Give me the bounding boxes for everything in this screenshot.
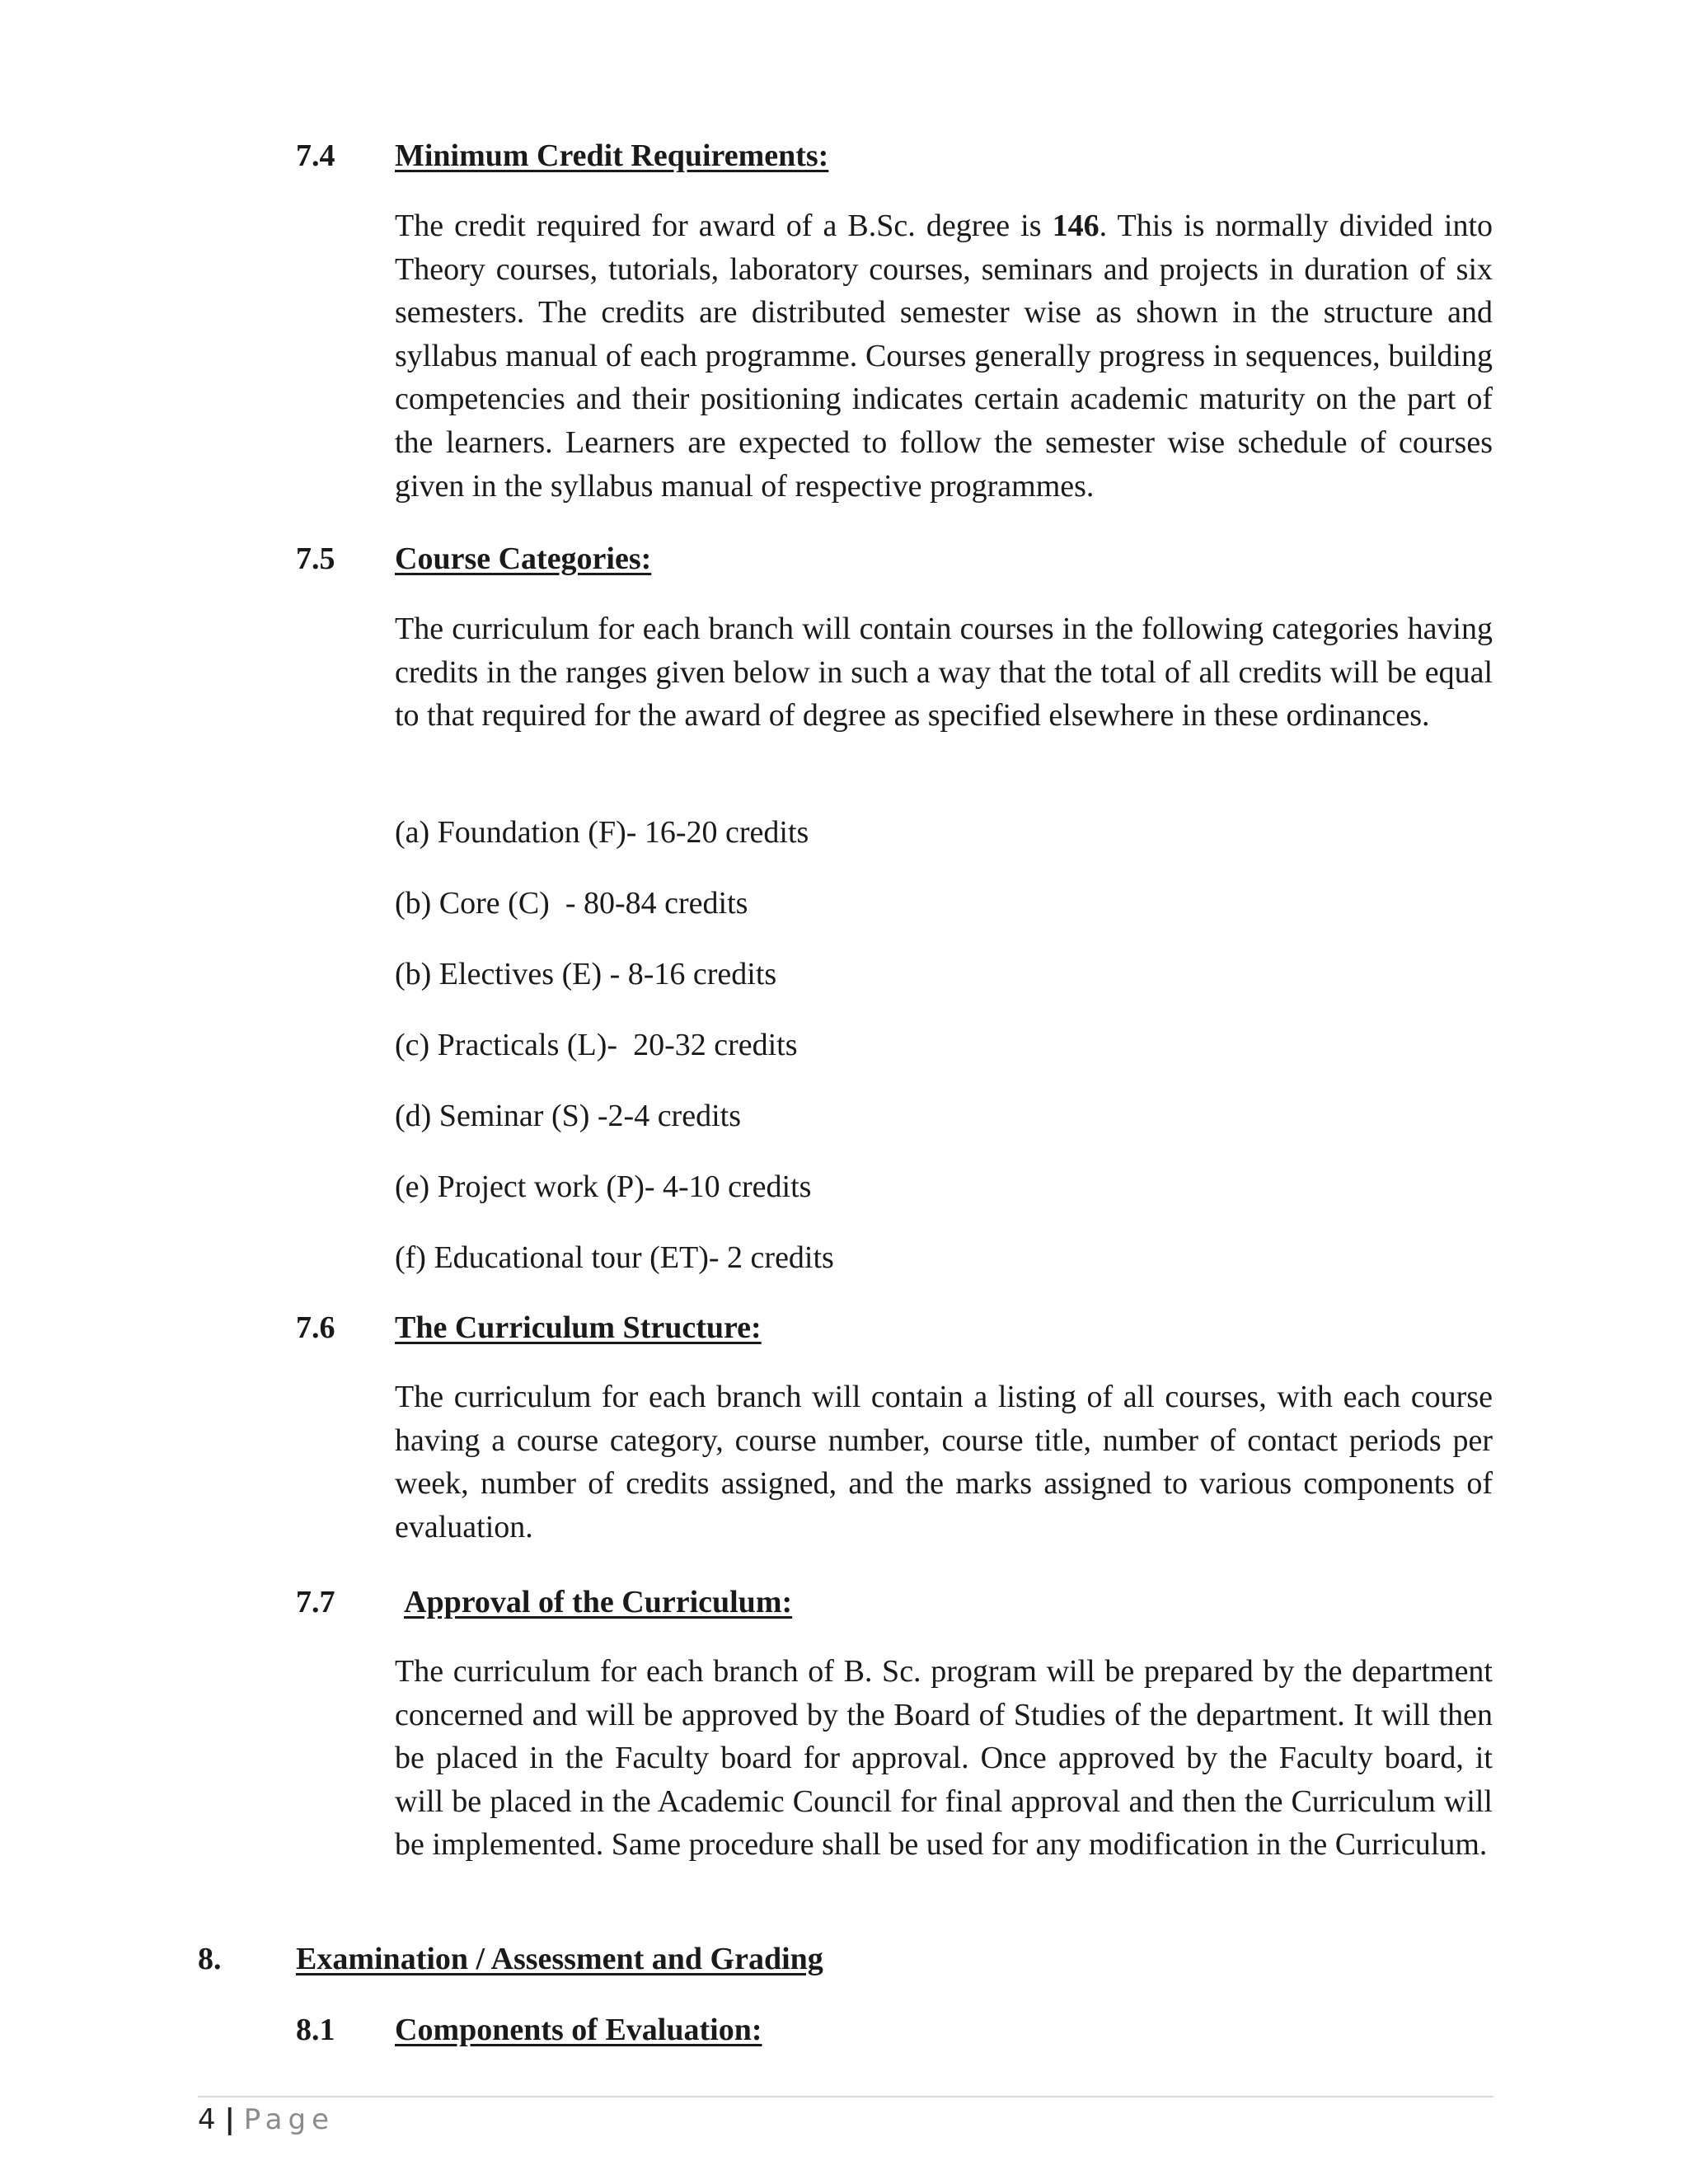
category-item-foundation: (a) Foundation (F)- 16-20 credits bbox=[395, 815, 809, 850]
category-item-practicals: (c) Practicals (L)- 20-32 credits bbox=[395, 1028, 798, 1062]
section-number-8-1: 8.1 bbox=[296, 2013, 335, 2047]
section-heading-7-6: The Curriculum Structure: bbox=[395, 1310, 762, 1345]
section-heading-7-4: Minimum Credit Requirements: bbox=[395, 138, 829, 173]
section-heading-8-1: Components of Evaluation: bbox=[395, 2013, 762, 2047]
category-item-core: (b) Core (C) - 80-84 credits bbox=[395, 886, 748, 921]
category-item-seminar: (d) Seminar (S) -2-4 credits bbox=[395, 1099, 741, 1133]
section-heading-7-5: Course Categories: bbox=[395, 541, 652, 576]
section-number-7-6: 7.6 bbox=[296, 1310, 335, 1345]
section-heading-8: Examination / Assessment and Grading bbox=[296, 1942, 823, 1976]
category-item-educational-tour: (f) Educational tour (ET)- 2 credits bbox=[395, 1240, 834, 1275]
section-number-7-4: 7.4 bbox=[296, 138, 335, 173]
paragraph-7-4-text-b: . This is normally divided into Theory courses, tutorials, laboratory courses, seminars and projects in duration of six semesters. The credits are distributed semester wise as shown in the structure and syllabus manual of each programme. Courses generally progress in sequences, building competencies and their positioning indicates certain academic maturity on the part of the learners. Learners are expected to follow the semester wise schedule of courses given in the syllabus manual of respective programmes. bbox=[395, 209, 1493, 504]
section-heading-7-7: Approval of the Curriculum: bbox=[404, 1585, 793, 1619]
page-separator: | bbox=[224, 2103, 235, 2136]
section-number-8: 8. bbox=[198, 1942, 222, 1976]
category-item-project-work: (e) Project work (P)- 4-10 credits bbox=[395, 1169, 812, 1204]
paragraph-7-7: The curriculum for each branch of B. Sc. program will be prepared by the department concerned and will be approved by the Board of Studies of the department. It will then be placed in the Faculty board for approval. Once approved by the Faculty board, it will be placed in the Academic Council for final approval and then the Curriculum will be implemented. Same procedure shall be used for any modification in the Curriculum. bbox=[395, 1654, 1493, 1863]
footer-divider bbox=[198, 2096, 1493, 2097]
section-number-7-5: 7.5 bbox=[296, 541, 335, 576]
paragraph-7-6: The curriculum for each branch will contain a listing of all courses, with each course having a course category, course number, course title, number of contact periods per week, number of credits assigned, and the marks assigned to various components of evaluation. bbox=[395, 1380, 1493, 1544]
category-item-electives: (b) Electives (E) - 8-16 credits bbox=[395, 957, 777, 991]
paragraph-7-5: The curriculum for each branch will contain courses in the following categories having credits in the ranges given below in such a way that the total of all credits will be equal to that required for the award of degree as specified elsewhere in these ordinances. bbox=[395, 612, 1493, 733]
page-number: 4 bbox=[198, 2103, 216, 2136]
paragraph-7-4-text-a: The credit required for award of a B.Sc. degree is bbox=[395, 209, 1053, 243]
section-number-7-7: 7.7 bbox=[296, 1585, 335, 1619]
page-footer bbox=[198, 2103, 335, 2136]
paragraph-7-4 bbox=[395, 204, 1493, 508]
credit-total-value: 146 bbox=[1052, 209, 1100, 243]
page-label: Page bbox=[243, 2103, 335, 2136]
